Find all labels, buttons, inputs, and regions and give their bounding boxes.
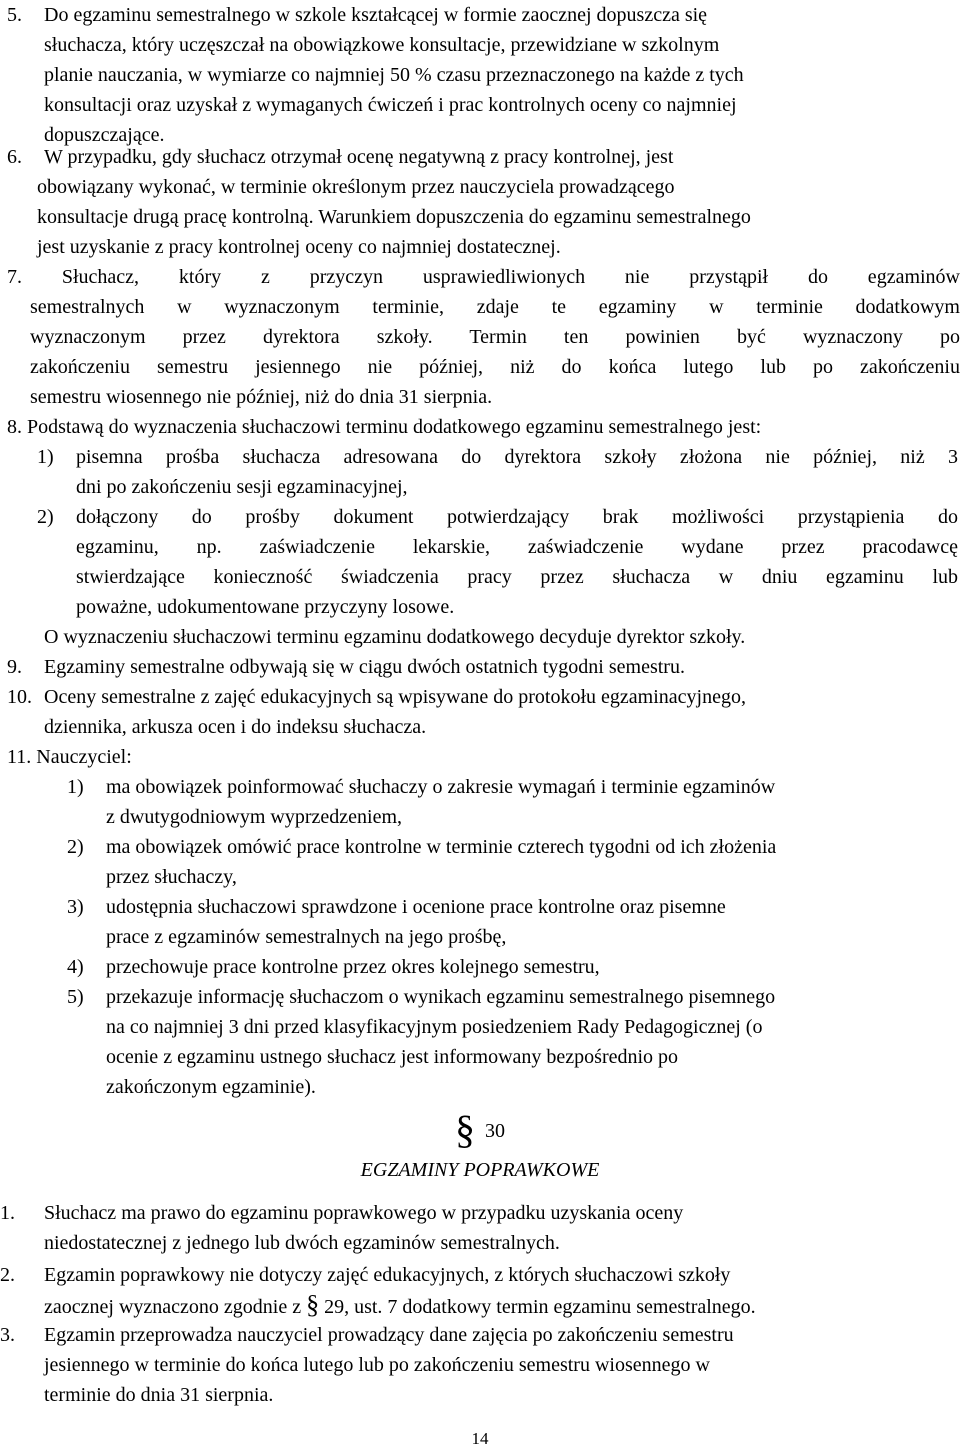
list-item-line: prace z egzaminów semestralnych na jego prośbę, bbox=[106, 926, 507, 948]
paragraph-line: wyznaczonym przez dyrektora szkoły. Termin ten powinien być wyznaczony po bbox=[30, 326, 960, 348]
list-item-line: zakończonym egzaminie). bbox=[106, 1076, 316, 1098]
section-title: EGZAMINY POPRAWKOWE bbox=[360, 1159, 600, 1181]
rule-line: jesiennego w terminie do końca lutego lub po zakończeniu semestru wiosennego w bbox=[44, 1354, 710, 1376]
paragraph-number: 5. bbox=[7, 4, 22, 26]
paragraph-line: dziennika, arkusza ocen i do indeksu słuchacza. bbox=[44, 716, 427, 738]
rule-number: 2. bbox=[0, 1264, 15, 1286]
list-item-number: 4) bbox=[67, 956, 84, 978]
paragraph-line: dopuszczające. bbox=[44, 124, 165, 146]
list-item-line: na co najmniej 3 dni przed klasyfikacyjnym posiedzeniem Rady Pedagogicznej (o bbox=[106, 1016, 763, 1038]
page-number: 14 bbox=[471, 1429, 489, 1448]
paragraph-number: 9. bbox=[7, 656, 22, 678]
paragraph-line: obowiązany wykonać, w terminie określonym przez nauczyciela prowadzącego bbox=[37, 176, 675, 198]
list-item-line: z dwutygodniowym wyprzedzeniem, bbox=[106, 806, 403, 828]
paragraph-lead: 8. Podstawą do wyznaczenia słuchaczowi terminu dodatkowego egzaminu semestralnego jest: bbox=[7, 416, 762, 438]
list-item-line: ma obowiązek omówić prace kontrolne w terminie czterech tygodni od ich złożenia bbox=[106, 836, 777, 858]
rule-number: 3. bbox=[0, 1324, 15, 1346]
list-item-line: ocenie z egzaminu ustnego słuchacz jest informowany bezpośrednio po bbox=[106, 1046, 679, 1068]
rule-line: niedostatecznej z jednego lub dwóch egzaminów semestralnych. bbox=[44, 1232, 560, 1254]
paragraph-line: Oceny semestralne z zajęć edukacyjnych są wpisywane do protokołu egzaminacyjnego, bbox=[44, 686, 746, 708]
list-item-number: 5) bbox=[67, 986, 84, 1008]
list-item-line: przechowuje prace kontrolne przez okres kolejnego semestru, bbox=[106, 956, 600, 978]
paragraph-line: zakończeniu semestru jesiennego nie później, niż do końca lutego lub po zakończeniu bbox=[30, 356, 960, 378]
section-number: 30 bbox=[485, 1120, 505, 1142]
paragraph-line: konsultacje drugą pracę kontrolną. Warunkiem dopuszczenia do egzaminu semestralnego bbox=[37, 206, 751, 228]
paragraph-line: Egzaminy semestralne odbywają się w ciągu dwóch ostatnich tygodni semestru. bbox=[44, 656, 685, 678]
paragraph-closing: O wyznaczeniu słuchaczowi terminu egzaminu dodatkowego decyduje dyrektor szkoły. bbox=[44, 626, 746, 648]
list-item-number: 1) bbox=[67, 776, 84, 798]
list-item-line: ma obowiązek poinformować słuchaczy o zakresie wymagań i terminie egzaminów bbox=[106, 776, 776, 798]
paragraph-line: słuchacza, który uczęszczał na obowiązkowe konsultacje, przewidziane w szkolnym bbox=[44, 34, 720, 56]
rule-line-part: zaocznej wyznaczono zgodnie z bbox=[44, 1296, 302, 1318]
list-item-line: dni po zakończeniu sesji egzaminacyjnej, bbox=[76, 476, 408, 498]
section-icon: § bbox=[455, 1107, 475, 1152]
section-icon: § bbox=[306, 1290, 320, 1319]
rule-line: Słuchacz ma prawo do egzaminu poprawkowego w przypadku uzyskania oceny bbox=[44, 1202, 684, 1224]
list-item-line: poważne, udokumentowane przyczyny losowe. bbox=[76, 596, 455, 618]
paragraph-lead: 11. Nauczyciel: bbox=[7, 746, 132, 768]
list-item-line: dołączony do prośby dokument potwierdzający brak możliwości przystąpienia do bbox=[76, 506, 958, 528]
paragraph-line: Do egzaminu semestralnego w szkole kształcącej w formie zaocznej dopuszcza się bbox=[44, 4, 708, 26]
rule-line bbox=[44, 1290, 756, 1322]
list-item-number: 2) bbox=[67, 836, 84, 858]
paragraph-7 bbox=[7, 262, 960, 412]
section-heading bbox=[0, 1107, 960, 1152]
rule-line: Egzamin poprawkowy nie dotyczy zajęć edukacyjnych, z których słuchaczowi szkoły bbox=[44, 1264, 731, 1286]
list-item-line: egzaminu, np. zaświadczenie lekarskie, zaświadczenie wydane przez pracodawcę bbox=[76, 536, 958, 558]
list-item-line: pisemna prośba słuchacza adresowana do dyrektora szkoły złożona nie później, niż 3 bbox=[76, 446, 958, 468]
rule-line-part: 29, ust. 7 dodatkowy termin egzaminu semestralnego. bbox=[324, 1296, 756, 1318]
paragraph-line: semestralnych w wyznaczonym terminie, zdaje te egzaminy w terminie dodatkowym bbox=[30, 296, 960, 318]
paragraph-line: 7. Słuchacz, który z przyczyn usprawiedliwionych nie przystąpił do egzaminów bbox=[7, 266, 960, 288]
list-item-line: przez słuchaczy, bbox=[106, 866, 237, 888]
list-item-line: stwierdzające konieczność świadczenia pracy przez słuchacza w dniu egzaminu lub bbox=[76, 566, 958, 588]
list-item-number: 1) bbox=[37, 446, 54, 468]
paragraph-line: jest uzyskanie z pracy kontrolnej oceny co najmniej dostatecznej. bbox=[37, 236, 561, 258]
paragraph-number: 6. bbox=[7, 146, 22, 168]
list-item-number: 2) bbox=[37, 506, 54, 528]
paragraph-number: 10. bbox=[7, 686, 32, 708]
paragraph-line: konsultacji oraz uzyskał z wymaganych ćwiczeń i prac kontrolnych oceny co najmniej bbox=[44, 94, 737, 116]
list-item-line: udostępnia słuchaczowi sprawdzone i ocenione prace kontrolne oraz pisemne bbox=[106, 896, 726, 918]
rule-number: 1. bbox=[0, 1202, 15, 1224]
paragraph-line: W przypadku, gdy słuchacz otrzymał ocenę negatywną z pracy kontrolnej, jest bbox=[44, 146, 674, 168]
list-item-line: przekazuje informację słuchaczom o wynikach egzaminu semestralnego pisemnego bbox=[106, 986, 776, 1008]
list-item-number: 3) bbox=[67, 896, 84, 918]
paragraph-line: semestru wiosennego nie później, niż do dnia 31 sierpnia. bbox=[30, 386, 493, 408]
rule-line: Egzamin przeprowadza nauczyciel prowadzący dane zajęcia po zakończeniu semestru bbox=[44, 1324, 734, 1346]
paragraph-line: planie nauczania, w wymiarze co najmniej 50 % czasu przeznaczonego na każde z tych bbox=[44, 64, 744, 86]
rule-line: terminie do dnia 31 sierpnia. bbox=[44, 1384, 274, 1406]
